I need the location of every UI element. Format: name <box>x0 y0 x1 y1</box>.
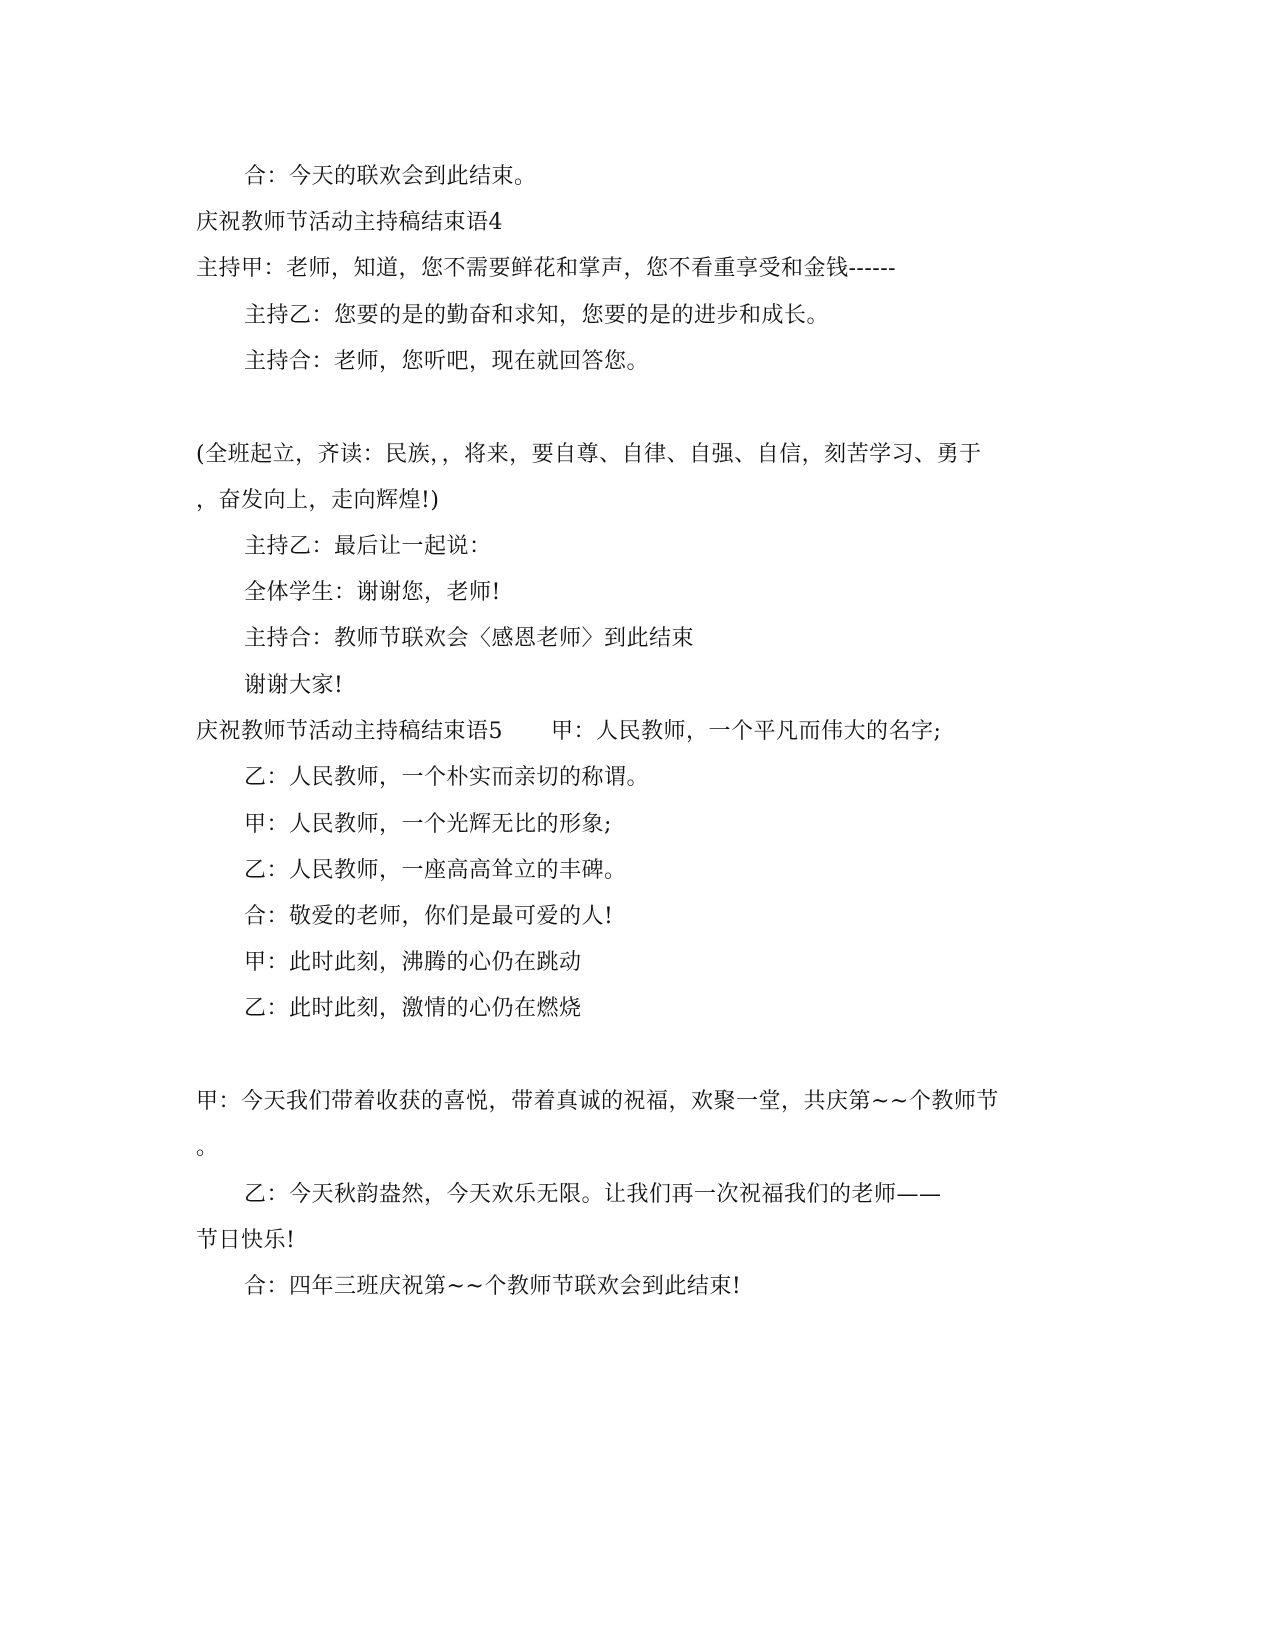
text-line: 谢谢大家! <box>244 673 344 698</box>
text-line: 甲：人民教师，一个平凡而伟大的名字; <box>551 719 942 744</box>
text-line: 。 <box>196 1135 219 1160</box>
text-line: ，奋发向上，走向辉煌!) <box>196 488 440 513</box>
text-line: 全体学生：谢谢您，老师! <box>244 580 501 605</box>
text-line: 甲：今天我们带着收获的喜悦，带着真诚的祝福，欢聚一堂，共庆第~~个教师节 <box>196 1089 999 1114</box>
text-line: 乙：人民教师，一个朴实而亲切的称谓。 <box>244 765 650 790</box>
text-line: 节日快乐! <box>196 1228 296 1253</box>
section-heading: 庆祝教师节活动主持稿结束语5 <box>196 719 503 744</box>
text-line: 合：今天的联欢会到此结束。 <box>244 164 537 189</box>
text-line: 主持合：老师，您听吧，现在就回答您。 <box>244 349 650 374</box>
text-line: 合：敬爱的老师，你们是最可爱的人! <box>244 904 614 929</box>
text-line: 甲：人民教师，一个光辉无比的形象; <box>244 812 612 837</box>
text-line: 主持乙：最后让一起说： <box>244 534 492 559</box>
text-line: 合：四年三班庆祝第~~个教师节联欢会到此结束! <box>244 1274 742 1299</box>
text-line: 乙：今天秋韵盎然，今天欢乐无限。让我们再一次祝福我们的老师—— <box>244 1182 942 1207</box>
text-line: (全班起立，齐读：民族，，将来，要自尊、自律、自强、自信，刻苦学习、勇于 <box>196 442 982 467</box>
text-line: 主持甲：老师，知道，您不需要鲜花和掌声，您不看重享受和金钱------ <box>196 256 897 281</box>
text-line: 主持乙：您要的是的勤奋和求知，您要的是的进步和成长。 <box>244 303 830 328</box>
section-heading: 庆祝教师节活动主持稿结束语4 <box>196 210 503 235</box>
text-line: 甲：此时此刻，沸腾的心仍在跳动 <box>244 950 582 975</box>
section-heading-row <box>196 717 941 747</box>
text-line: 主持合：教师节联欢会〈感恩老师〉到此结束 <box>244 626 695 651</box>
text-line: 乙：人民教师，一座高高耸立的丰碑。 <box>244 858 627 883</box>
text-line: 乙：此时此刻，激情的心仍在燃烧 <box>244 996 582 1021</box>
